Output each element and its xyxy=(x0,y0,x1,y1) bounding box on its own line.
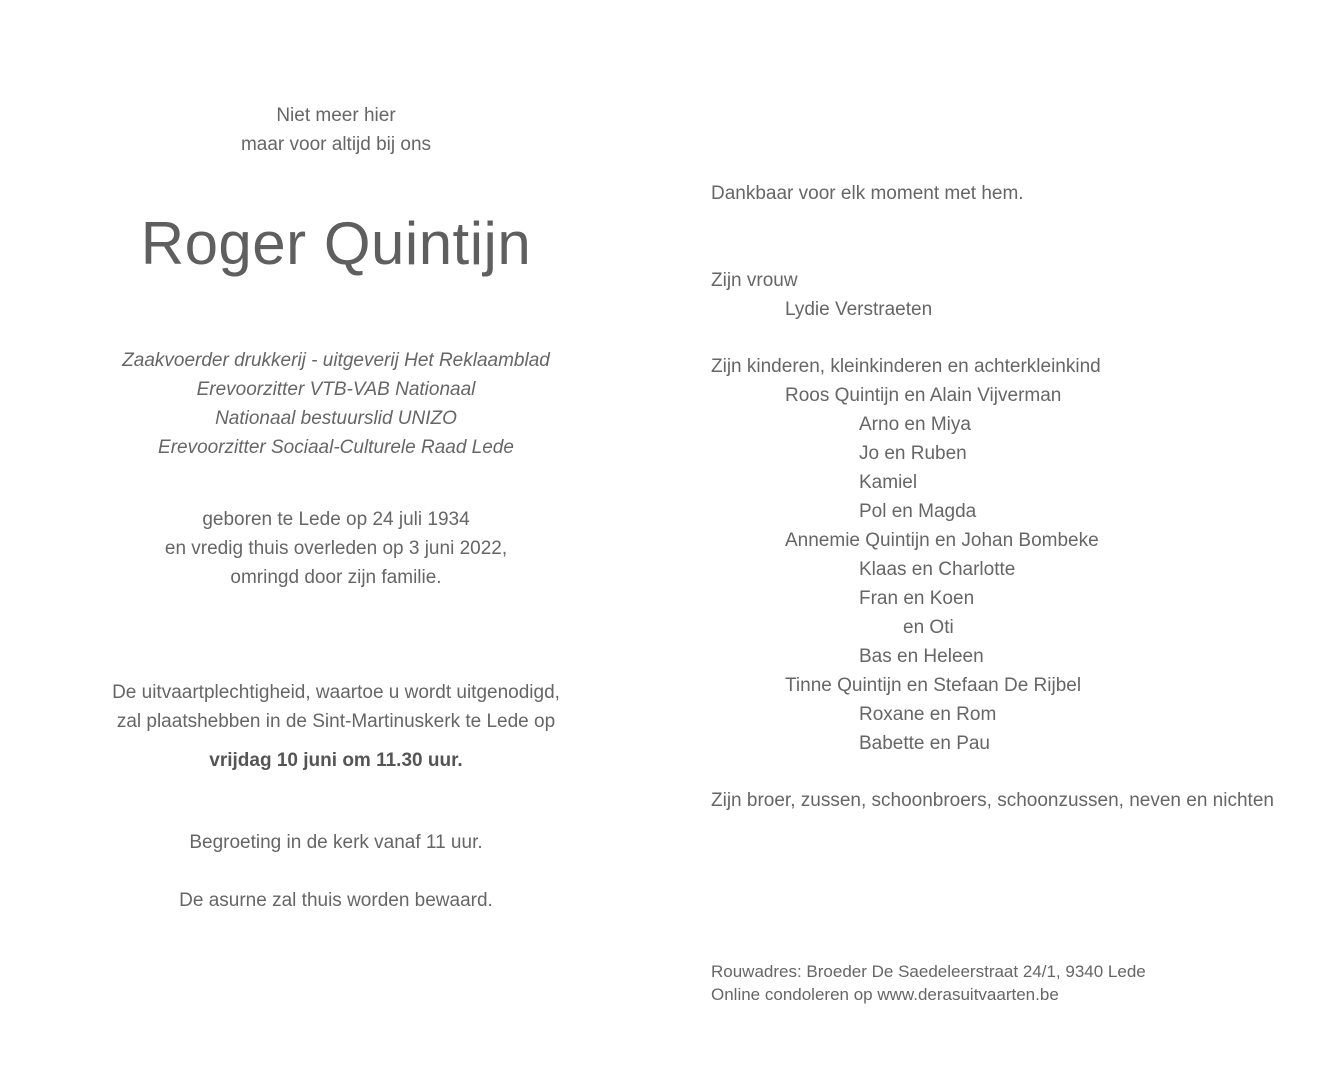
address-line: Rouwadres: Broeder De Saedeleerstraat 24/1, 9340 Lede xyxy=(711,962,1146,981)
children-heading: Zijn kinderen, kleinkinderen en achterkleinkind xyxy=(711,356,1101,377)
funeral-line-2: zal plaatshebben in de Sint-Martinuskerk te Lede op xyxy=(116,711,556,732)
family-member: Roos Quintijn en Alain Vijverman xyxy=(785,385,1062,406)
funeral-date: vrijdag 10 juni om 11.30 uur. xyxy=(209,750,463,771)
family-member: Jo en Ruben xyxy=(859,443,967,464)
family-member: Fran en Koen xyxy=(859,588,975,609)
greeting-line: Begroeting in de kerk vanaf 11 uur. xyxy=(189,832,483,853)
online-condolence-line: Online condoleren op www.derasuitvaarten.be xyxy=(711,985,1059,1004)
wife-name: Lydie Verstraeten xyxy=(785,299,933,320)
wife-heading: Zijn vrouw xyxy=(711,270,798,291)
death-line: en vredig thuis overleden op 3 juni 2022, xyxy=(164,538,508,559)
family-member: Annemie Quintijn en Johan Bombeke xyxy=(785,530,1099,551)
urn-line: De asurne zal thuis worden bewaard. xyxy=(179,890,493,911)
title-line-1: Zaakvoerder drukkerij - uitgeverij Het Reklaamblad xyxy=(122,350,550,371)
right-column xyxy=(711,0,1331,1080)
family-member: Babette en Pau xyxy=(859,733,990,754)
motto-line-2: maar voor altijd bij ons xyxy=(240,134,432,155)
family-member: Klaas en Charlotte xyxy=(859,559,1016,580)
family-member: Roxane en Rom xyxy=(859,704,997,725)
siblings-line: Zijn broer, zussen, schoonbroers, schoonzussen, neven en nichten xyxy=(711,790,1274,811)
funeral-line-1: De uitvaartplechtigheid, waartoe u wordt uitgenodigd, xyxy=(112,682,560,703)
family-member: Tinne Quintijn en Stefaan De Rijbel xyxy=(785,675,1082,696)
family-member: Arno en Miya xyxy=(859,414,971,435)
title-line-3: Nationaal bestuurslid UNIZO xyxy=(215,408,457,429)
motto-line-1: Niet meer hier xyxy=(276,105,396,126)
title-line-4: Erevoorzitter Sociaal-Culturele Raad Lede xyxy=(158,437,514,458)
family-member: en Oti xyxy=(903,617,954,638)
family-member: Pol en Magda xyxy=(859,501,977,522)
family-member: Bas en Heleen xyxy=(859,646,984,667)
thanks-line: Dankbaar voor elk moment met hem. xyxy=(711,183,1024,204)
birth-line: geboren te Lede op 24 juli 1934 xyxy=(202,509,470,530)
deceased-name: Roger Quintijn xyxy=(140,210,532,277)
title-line-2: Erevoorzitter VTB-VAB Nationaal xyxy=(196,379,476,400)
family-line: omringd door zijn familie. xyxy=(230,567,442,588)
family-member: Kamiel xyxy=(859,472,918,493)
